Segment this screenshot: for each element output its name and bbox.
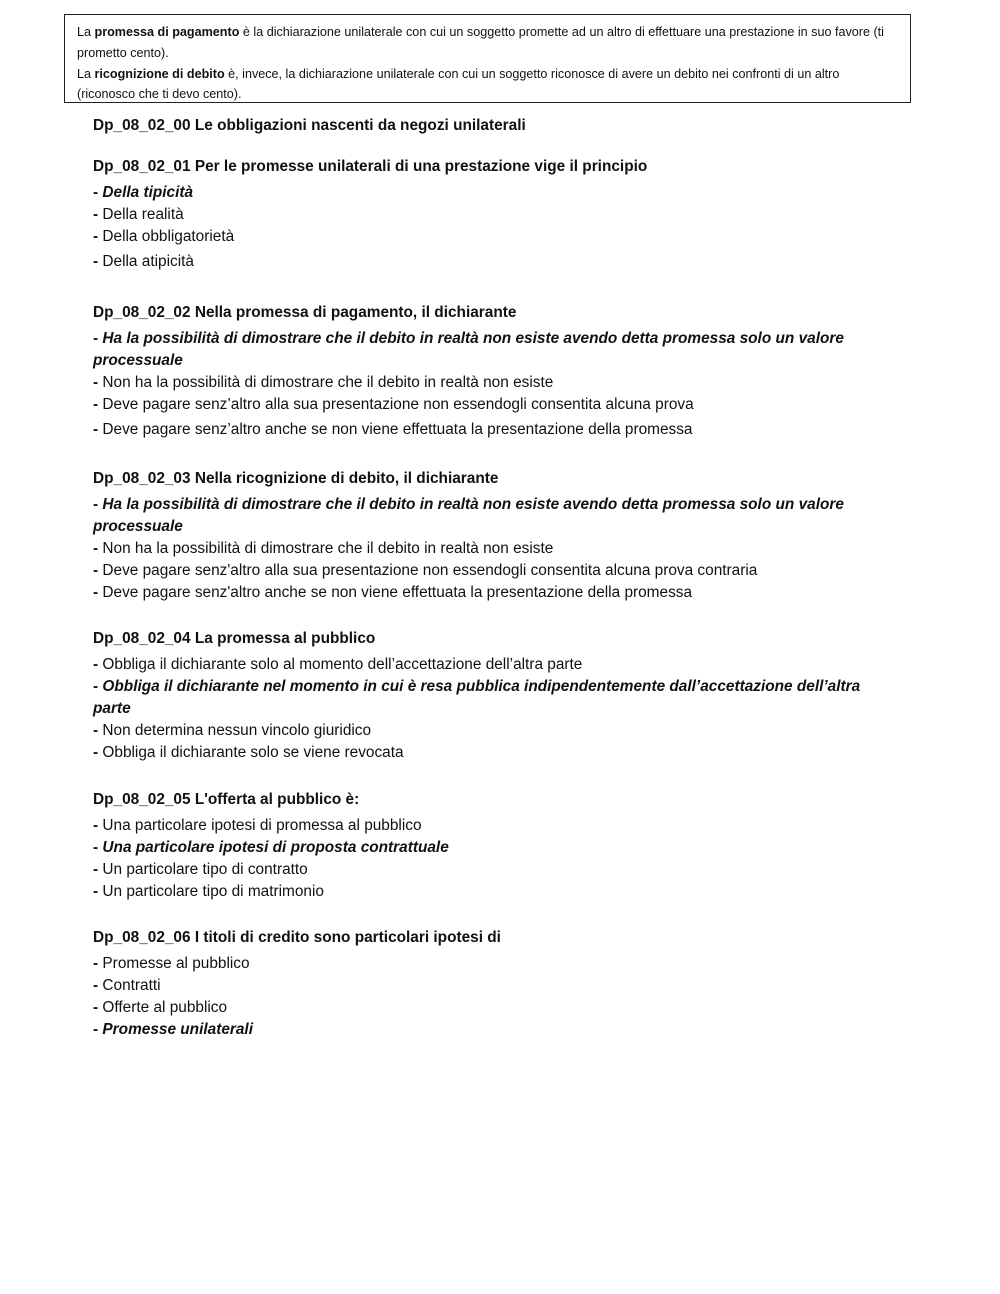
answer-option	[93, 204, 893, 226]
option-text: Non determina nessun vincolo giuridico	[102, 722, 372, 739]
option-text: Obbliga il dichiarante nel momento in cui è resa pubblica indipendentemente dall’accettazione dell’altra parte	[93, 678, 861, 717]
answer-option	[93, 975, 893, 997]
option-text: Obbliga il dichiarante solo al momento dell’accettazione dell’altra parte	[102, 656, 583, 673]
option-text: Promesse unilaterali	[102, 1021, 253, 1038]
option-text: Promesse al pubblico	[102, 955, 250, 972]
answer-option	[93, 953, 893, 975]
option-text: Ha la possibilità di dimostrare che il debito in realtà non esiste avendo detta promessa solo un valore processuale	[93, 330, 844, 369]
question-02	[93, 303, 893, 441]
option-text: Obbliga il dichiarante solo se viene revocata	[102, 744, 404, 761]
option-text: Della realità	[102, 206, 184, 223]
answer-option-correct	[93, 494, 893, 538]
option-text: Non ha la possibilità di dimostrare che il debito in realtà non esiste	[102, 374, 554, 391]
option-dash: -	[93, 1021, 99, 1038]
option-text: Una particolare ipotesi di proposta contrattuale	[102, 839, 449, 856]
question-06	[93, 928, 893, 1041]
option-dash: -	[93, 722, 99, 739]
option-dash: -	[93, 744, 99, 761]
option-text: Deve pagare senz'altro anche se non viene effettuata la presentazione della promessa	[102, 584, 693, 601]
option-text: Della atipicità	[102, 253, 194, 270]
option-dash: -	[93, 396, 99, 413]
option-dash: -	[93, 977, 99, 994]
section-title: Dp_08_02_00 Le obbligazioni nascenti da negozi unilaterali	[93, 117, 526, 134]
definition-text: è la dichiarazione unilaterale con cui un soggetto promette ad un altro di effettuare una prestazione in suo favore (ti prometto cento).	[77, 25, 884, 60]
answer-option	[93, 226, 893, 248]
option-dash: -	[93, 656, 99, 673]
option-dash: -	[93, 421, 99, 438]
option-dash: -	[93, 253, 99, 270]
definition-box	[64, 14, 911, 103]
answer-option-correct	[93, 676, 893, 720]
option-text: Della obbligatorietà	[102, 228, 235, 245]
question-05	[93, 790, 893, 903]
answer-option	[93, 881, 893, 903]
option-dash: -	[93, 496, 99, 513]
answer-option	[93, 582, 893, 604]
option-dash: -	[93, 999, 99, 1016]
answer-option	[93, 720, 893, 742]
option-text: Deve pagare senz'altro alla sua presentazione non essendogli consentita alcuna prova contraria	[102, 562, 758, 579]
answer-option	[93, 997, 893, 1019]
question-heading: Dp_08_02_03 Nella ricognizione di debito, il dichiarante	[93, 470, 499, 487]
definition-ricognizione	[77, 64, 898, 106]
answer-option	[93, 560, 893, 582]
option-dash: -	[93, 883, 99, 900]
option-dash: -	[93, 562, 99, 579]
option-text: Deve pagare senz’altro anche se non viene effettuata la presentazione della promessa	[102, 421, 693, 438]
option-text: Offerte al pubblico	[102, 999, 228, 1016]
question-heading: Dp_08_02_01 Per le promesse unilaterali di una prestazione vige il principio	[93, 158, 648, 175]
answer-option	[93, 815, 893, 837]
option-text: Della tipicità	[102, 184, 194, 201]
answer-option	[93, 372, 893, 394]
option-dash: -	[93, 839, 99, 856]
option-text: Un particolare tipo di contratto	[102, 861, 308, 878]
option-text: Una particolare ipotesi di promessa al pubblico	[102, 817, 422, 834]
answer-option-correct	[93, 182, 893, 204]
definition-prefix: La	[77, 25, 95, 39]
answer-option	[93, 859, 893, 881]
definition-promessa	[77, 22, 898, 64]
question-heading: Dp_08_02_05 L'offerta al pubblico è:	[93, 791, 360, 808]
option-dash: -	[93, 228, 99, 245]
option-dash: -	[93, 678, 99, 695]
option-text: Contratti	[102, 977, 161, 994]
question-heading: Dp_08_02_06 I titoli di credito sono particolari ipotesi di	[93, 929, 501, 946]
answer-option	[93, 742, 893, 764]
option-dash: -	[93, 584, 99, 601]
answer-option-correct	[93, 328, 893, 372]
answer-option	[93, 654, 893, 676]
option-dash: -	[93, 540, 99, 557]
option-text: Deve pagare senz’altro alla sua presentazione non essendogli consentita alcuna prova	[102, 396, 694, 413]
definition-term: promessa di pagamento	[94, 25, 240, 39]
question-01	[93, 157, 893, 273]
answer-option	[93, 251, 893, 273]
answer-option	[93, 394, 893, 416]
option-dash: -	[93, 330, 99, 347]
answer-option-correct	[93, 1019, 893, 1041]
answer-option-correct	[93, 837, 893, 859]
definition-text: è, invece, la dichiarazione unilaterale con cui un soggetto riconosce di avere un debito nei confronti di un altro (riconosco che ti devo cento).	[77, 66, 840, 102]
option-dash: -	[93, 861, 99, 878]
option-dash: -	[93, 206, 99, 223]
question-03	[93, 469, 893, 604]
definition-term: ricognizione di debito	[94, 66, 225, 81]
definition-prefix: La	[77, 66, 95, 81]
question-04	[93, 629, 893, 764]
answer-option	[93, 419, 893, 441]
question-heading: Dp_08_02_04 La promessa al pubblico	[93, 630, 376, 647]
option-dash: -	[93, 184, 99, 201]
quiz-content	[93, 116, 893, 1038]
option-text: Ha la possibilità di dimostrare che il debito in realtà non esiste avendo detta promessa solo un valore processuale	[93, 496, 844, 535]
option-dash: -	[93, 955, 99, 972]
question-heading: Dp_08_02_02 Nella promessa di pagamento, il dichiarante	[93, 304, 517, 321]
option-dash: -	[93, 817, 99, 834]
answer-option	[93, 538, 893, 560]
option-dash: -	[93, 374, 99, 391]
option-text: Un particolare tipo di matrimonio	[102, 883, 324, 900]
option-text: Non ha la possibilità di dimostrare che il debito in realtà non esiste	[102, 540, 554, 557]
